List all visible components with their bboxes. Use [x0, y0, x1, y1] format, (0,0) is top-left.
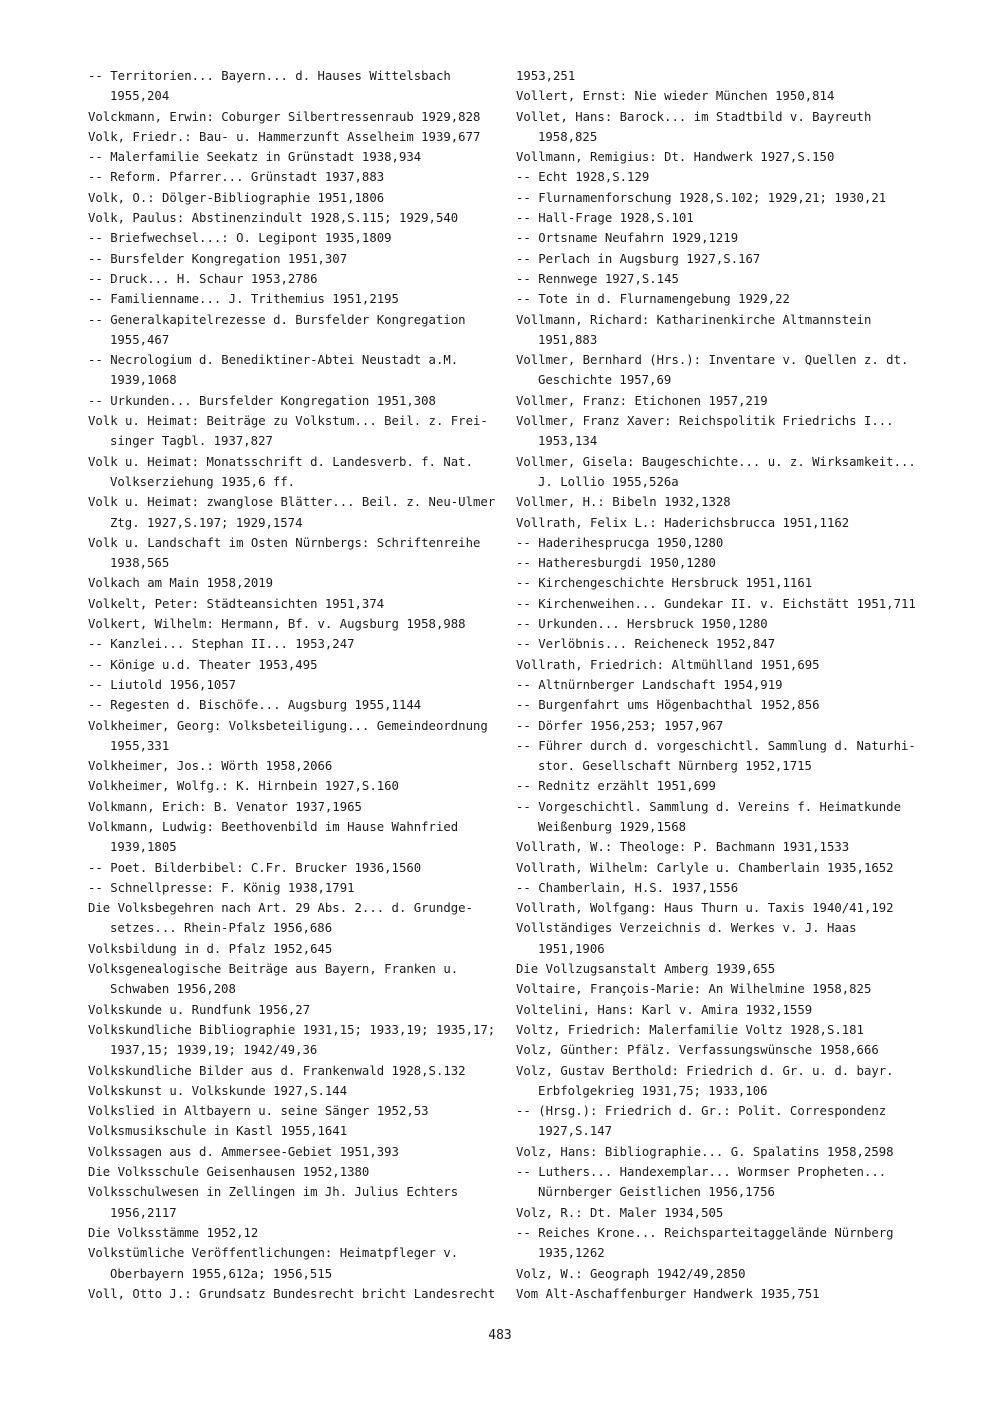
- index-entry: 1953,251: [516, 69, 576, 83]
- index-entry: -- Urkunden... Hersbruck 1950,1280: [516, 617, 768, 632]
- index-entry: Volk, Friedr.: Bau- u. Hammerzunft Asselheim 1939,677: [88, 129, 481, 144]
- index-entry: Volckmann, Erwin: Coburger Silbertressenraub 1929,828: [88, 109, 481, 124]
- index-entry: -- Altnürnberger Landschaft 1954,919: [516, 677, 783, 692]
- index-entry: -- Luthers... Handexemplar... Wormser Propheten... Nürnberger Geistlichen 1956,1756: [516, 1165, 894, 1200]
- index-entry: -- Kirchengeschichte Hersbruck 1951,1161: [516, 576, 813, 591]
- index-entry: Volkert, Wilhelm: Hermann, Bf. v. Augsburg 1958,988: [88, 617, 466, 632]
- index-entry: Volksbildung in d. Pfalz 1952,645: [88, 941, 333, 956]
- index-entry: Volksmusikschule in Kastl 1955,1641: [88, 1124, 348, 1139]
- index-entry: Volkelt, Peter: Städteansichten 1951,374: [88, 596, 385, 611]
- index-entry: -- Echt 1928,S.129: [516, 170, 650, 185]
- index-entry: -- Druck... H. Schaur 1953,2786: [88, 271, 318, 286]
- index-entry: Vollmer, Gisela: Baugeschichte... u. z. Wirksamkeit... J. Lollio 1955,526a: [516, 454, 924, 489]
- index-entry: Volkheimer, Georg: Volksbeteiligung... Gemeindeordnung 1955,331: [88, 718, 496, 753]
- index-entry: Voltaire, François-Marie: An Wilhelmine 1958,825: [516, 982, 872, 997]
- index-entry: -- Schnellpresse: F. König 1938,1791: [88, 880, 355, 895]
- index-entry: -- Reiches Krone... Reichsparteitaggelände Nürnberg 1935,1262: [516, 1225, 901, 1261]
- index-entry: Vollmer, Bernhard (Hrs.): Inventare v. Quellen z. dt. Geschichte 1957,69: [516, 353, 916, 388]
- index-entry: Vollmann, Remigius: Dt. Handwerk 1927,S.150: [516, 150, 835, 165]
- index-entry: Die Vollzugsanstalt Amberg 1939,655: [516, 962, 776, 977]
- index-entry: Voltz, Friedrich: Malerfamilie Voltz 1928,S.181: [516, 1022, 864, 1037]
- left-column: [88, 66, 508, 1304]
- index-entry: -- Necrologium d. Benediktiner-Abtei Neustadt a.M. 1939,1068: [88, 353, 466, 388]
- index-entry: Volksschulwesen in Zellingen im Jh. Julius Echters 1956,2117: [88, 1185, 466, 1220]
- page-number: 483: [488, 1328, 512, 1343]
- index-entry: -- Perlach in Augsburg 1927,S.167: [516, 251, 761, 266]
- index-entry: -- Generalkapitelrezesse d. Bursfelder Kongregation 1955,467: [88, 312, 473, 347]
- index-entry: -- Reform. Pfarrer... Grünstadt 1937,883: [88, 170, 385, 185]
- index-entry: Vom Alt-Aschaffenburger Handwerk 1935,751: [516, 1286, 820, 1301]
- index-entry: Volk, Paulus: Abstinenzindult 1928,S.115; 1929,540: [88, 211, 459, 226]
- index-entry: -- Verlöbnis... Reicheneck 1952,847: [516, 637, 776, 652]
- index-entry: -- Urkunden... Bursfelder Kongregation 1951,308: [88, 393, 436, 408]
- index-entry: Volz, Hans: Bibliographie... G. Spalatins 1958,2598: [516, 1144, 894, 1159]
- index-entry: Volz, R.: Dt. Maler 1934,505: [516, 1205, 724, 1220]
- index-entry: -- Bursfelder Kongregation 1951,307: [88, 251, 348, 266]
- index-entry: -- Chamberlain, H.S. 1937,1556: [516, 880, 739, 895]
- index-entry: Volkslied in Altbayern u. seine Sänger 1952,53: [88, 1104, 429, 1119]
- index-entry: Die Volksstämme 1952,12: [88, 1225, 259, 1240]
- index-entry: Volk u. Heimat: zwanglose Blätter... Beil. z. Neu-Ulmer Ztg. 1927,S.197; 1929,1574: [88, 495, 503, 530]
- index-entry: Vollständiges Verzeichnis d. Werkes v. J. Haas 1951,1906: [516, 921, 864, 956]
- index-entry: -- Haderihesprucga 1950,1280: [516, 535, 724, 550]
- index-entry: Volz, Günther: Pfälz. Verfassungswünsche 1958,666: [516, 1043, 879, 1058]
- index-entry: -- Vorgeschichtl. Sammlung d. Vereins f. Heimatkunde Weißenburg 1929,1568: [516, 799, 909, 834]
- index-entry: Vollmer, H.: Bibeln 1932,1328: [516, 495, 731, 510]
- index-entry: Vollrath, Wolfgang: Haus Thurn u. Taxis 1940/41,192: [516, 901, 894, 916]
- index-entry: Vollmer, Franz: Etichonen 1957,219: [516, 393, 768, 408]
- index-entry: -- Hall-Frage 1928,S.101: [516, 211, 694, 226]
- index-entry: -- Dörfer 1956,253; 1957,967: [516, 718, 724, 733]
- index-entry: Volkheimer, Wolfg.: K. Hirnbein 1927,S.160: [88, 779, 399, 794]
- index-entry: -- Hatheresburgdi 1950,1280: [516, 556, 716, 571]
- index-entry: -- Malerfamilie Seekatz in Grünstadt 1938,934: [88, 150, 422, 165]
- index-entry: Volkskundliche Bibliographie 1931,15; 1933,19; 1935,17; 1937,15; 1939,19; 1942/49,36: [88, 1022, 503, 1058]
- index-entry: Volkstümliche Veröffentlichungen: Heimatpfleger v. Oberbayern 1955,612a; 1956,515: [88, 1246, 466, 1281]
- index-entry: -- Regesten d. Bischöfe... Augsburg 1955,1144: [88, 698, 422, 713]
- index-entry: Vollrath, Wilhelm: Carlyle u. Chamberlain 1935,1652: [516, 860, 894, 875]
- index-entry: Die Volksbegehren nach Art. 29 Abs. 2... d. Grundge-setzes... Rhein-Pfalz 1956,686: [88, 901, 473, 936]
- index-entry: Vollrath, W.: Theologe: P. Bachmann 1931,1533: [516, 840, 850, 855]
- index-entry: -- Ortsname Neufahrn 1929,1219: [516, 231, 739, 246]
- index-entry: Volk u. Landschaft im Osten Nürnbergs: Schriftenreihe 1938,565: [88, 535, 488, 571]
- index-entry: -- (Hrsg.): Friedrich d. Gr.: Polit. Correspondenz 1927,S.147: [516, 1104, 894, 1139]
- index-entry: Volz, W.: Geograph 1942/49,2850: [516, 1266, 746, 1281]
- index-entry: -- Tote in d. Flurnamengebung 1929,22: [516, 292, 790, 307]
- index-entry: Volkskundliche Bilder aus d. Frankenwald 1928,S.132: [88, 1063, 466, 1078]
- index-entry: Voltelini, Hans: Karl v. Amira 1932,1559: [516, 1002, 813, 1017]
- index-entry: Volkskunst u. Volkskunde 1927,S.144: [88, 1083, 348, 1098]
- right-column: [516, 66, 924, 1304]
- index-entry: Volkheimer, Jos.: Wörth 1958,2066: [88, 759, 333, 774]
- index-entry: Volkssagen aus d. Ammersee-Gebiet 1951,393: [88, 1144, 399, 1159]
- index-entry: Volz, Gustav Berthold: Friedrich d. Gr. u. d. bayr. Erbfolgekrieg 1931,75; 1933,106: [516, 1063, 901, 1098]
- index-entry: Volk u. Heimat: Monatsschrift d. Landesverb. f. Nat. Volkserziehung 1935,6 ff.: [88, 454, 481, 489]
- index-entry: Vollmann, Richard: Katharinenkirche Altmannstein 1951,883: [516, 312, 879, 347]
- index-entry: -- Rennwege 1927,S.145: [516, 271, 679, 286]
- index-entry: Vollert, Ernst: Nie wieder München 1950,814: [516, 89, 835, 104]
- index-entry: -- Poet. Bilderbibel: C.Fr. Brucker 1936,1560: [88, 860, 422, 875]
- index-entry: Voll, Otto J.: Grundsatz Bundesrecht bricht Landesrecht: [88, 1286, 496, 1301]
- index-entry: -- Kanzlei... Stephan II... 1953,247: [88, 637, 355, 652]
- index-entry: -- Burgenfahrt ums Högenbachthal 1952,856: [516, 698, 820, 713]
- index-entry: Vollrath, Friedrich: Altmühlland 1951,695: [516, 657, 820, 672]
- index-entry: Vollmer, Franz Xaver: Reichspolitik Friedrichs I... 1953,134: [516, 414, 901, 449]
- index-entry: -- Familienname... J. Trithemius 1951,2195: [88, 292, 399, 307]
- index-entry: Volkskunde u. Rundfunk 1956,27: [88, 1002, 311, 1017]
- index-entry: -- Führer durch d. vorgeschichtl. Sammlung d. Naturhi-stor. Gesellschaft Nürnberg 1952,1715: [516, 738, 916, 774]
- index-entry: Die Volksschule Geisenhausen 1952,1380: [88, 1165, 370, 1180]
- index-entry: -- Flurnamenforschung 1928,S.102; 1929,21; 1930,21: [516, 190, 887, 205]
- index-entry: -- Briefwechsel...: O. Legipont 1935,1809: [88, 231, 392, 246]
- index-entry: -- Rednitz erzählt 1951,699: [516, 779, 716, 794]
- index-entry: -- Liutold 1956,1057: [88, 677, 237, 692]
- index-entry: Volkmann, Ludwig: Beethovenbild im Hause Wahnfried 1939,1805: [88, 819, 466, 855]
- index-entry: -- Könige u.d. Theater 1953,495: [88, 657, 318, 672]
- index-entry: -- Kirchenweihen... Gundekar II. v. Eichstätt 1951,711: [516, 596, 916, 611]
- index-entry: Volksgenealogische Beiträge aus Bayern, Franken u. Schwaben 1956,208: [88, 962, 466, 997]
- index-entry: Vollrath, Felix L.: Haderichsbrucca 1951,1162: [516, 515, 850, 530]
- index-entry: Volk u. Heimat: Beiträge zu Volkstum... Beil. z. Frei-singer Tagbl. 1937,827: [88, 414, 488, 449]
- index-entry: Volk, O.: Dölger-Bibliographie 1951,1806: [88, 190, 385, 205]
- index-entry: -- Territorien... Bayern... d. Hauses Wittelsbach 1955,204: [88, 69, 459, 104]
- index-entry: Volkach am Main 1958,2019: [88, 576, 274, 591]
- index-entry: Vollet, Hans: Barock... im Stadtbild v. Bayreuth 1958,825: [516, 109, 879, 144]
- index-entry: Volkmann, Erich: B. Venator 1937,1965: [88, 799, 362, 814]
